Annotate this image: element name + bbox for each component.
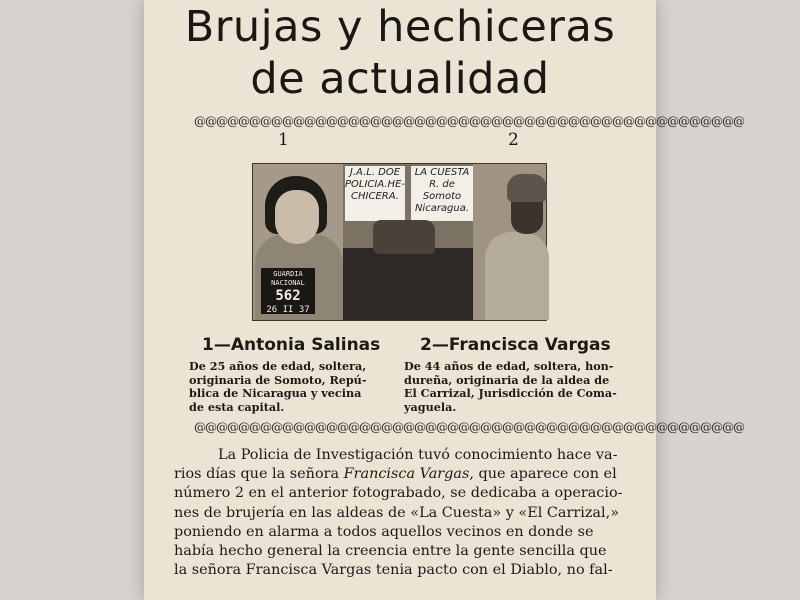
photo-sign-left: J.A.L. DOE POLICIA.HE- CHICERA.: [345, 166, 405, 221]
caption-name-2: 2—Francisca Vargas: [420, 335, 611, 355]
mugshot-number-plate: GUARDIA NACIONAL 562 26 II 37: [261, 268, 315, 314]
mugshot-photograph: [252, 163, 547, 321]
woman-2-figure: [485, 232, 549, 320]
woman-1-face: [275, 190, 319, 244]
figure-number-1: 1: [278, 130, 289, 150]
caption-description-1: De 25 años de edad, soltera, originaria de Somoto, Repú- blica de Nicaragua y vecina de esta capital.: [189, 359, 367, 414]
ornament-divider-top: @@@@@@@@@@@@@@@@@@@@@@@@@@@@@@@@@@@@@@@@@@@@@@@@@@: [194, 114, 744, 128]
title-line-2: de actualidad: [250, 54, 550, 104]
body-paragraph: La Policia de Investigación tuvó conocimiento hace va- rios días que la señora Francisca Vargas, que aparece con el número 2 en el anterior fotograbado, se dedicaba a operacio- nes de brujería en las aldeas de «La Cuesta» y «El Carrizal,» poniendo en alarma a todos aquellos vecinos en donde se había hecho general la creencia entre la gente sencilla que la señora Francisca Vargas tenia pacto con el Diablo, no fal-: [174, 447, 623, 579]
title-line-1: Brujas y hechiceras: [184, 2, 616, 52]
caption-name-1: 1—Antonia Salinas: [202, 335, 381, 355]
figure-number-2: 2: [508, 130, 519, 150]
ornament-divider-middle: @@@@@@@@@@@@@@@@@@@@@@@@@@@@@@@@@@@@@@@@@@@@@@@@@@: [194, 420, 744, 434]
caption-description-2: De 44 años de edad, soltera, hon- dureña, originaria de la aldea de El Carrizal, Jurisdicción de Coma- yaguela.: [404, 359, 617, 414]
photo-sign-right: LA CUESTA R. de Somoto Nicaragua.: [411, 166, 473, 221]
evidence-table: [343, 248, 473, 320]
evidence-object: [373, 220, 435, 254]
document-page: [144, 0, 744, 600]
woman-2-headwrap: [507, 174, 547, 202]
